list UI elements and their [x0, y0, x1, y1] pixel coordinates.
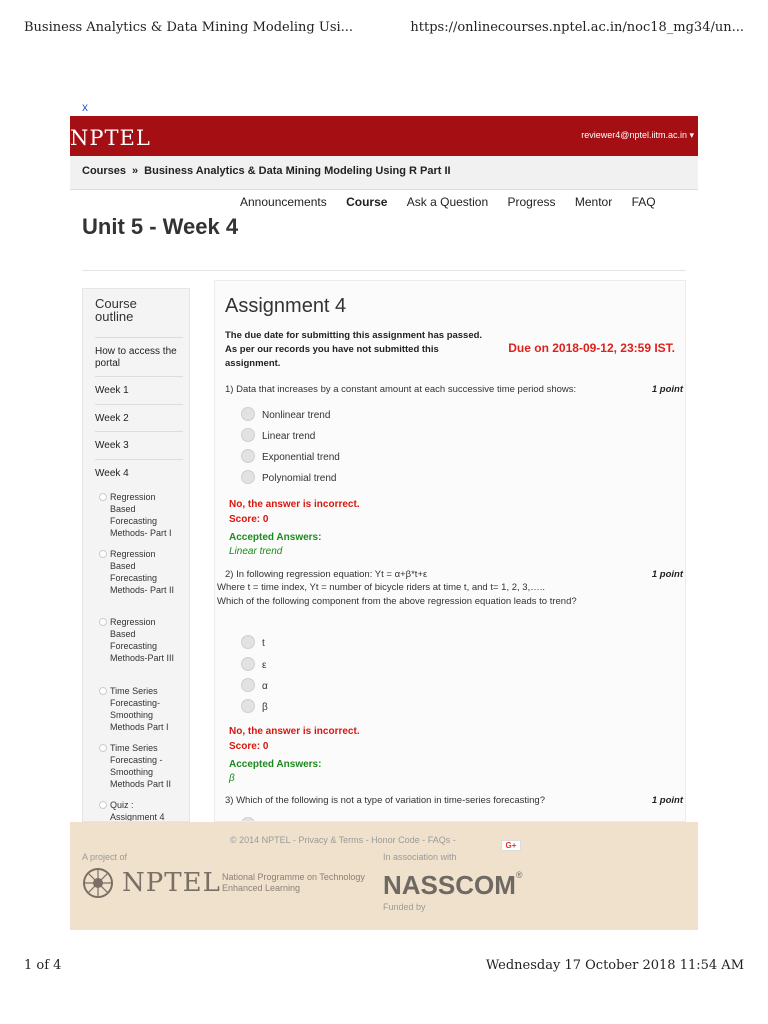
question-3-points: 1 point: [651, 795, 683, 806]
radio-button[interactable]: [241, 428, 255, 442]
radio-button[interactable]: [241, 699, 255, 713]
question-1-points: 1 point: [651, 384, 683, 395]
sidebar-subitem-label: Regression Based Forecasting Methods- Part I: [110, 492, 172, 538]
association-label: In association with: [383, 852, 457, 862]
lesson-status-icon: [99, 618, 107, 626]
sidebar-item-week-1[interactable]: Week 1: [95, 376, 183, 397]
radio-button[interactable]: [241, 449, 255, 463]
question-1-accepted-answer: Linear trend: [229, 546, 283, 557]
course-outline-title: Course outline: [95, 296, 137, 324]
nasscom-logo: [383, 870, 523, 901]
breadcrumb-separator: »: [132, 165, 139, 177]
lesson-status-icon: [99, 550, 107, 558]
question-2-score: Score: 0: [229, 741, 269, 752]
nptel-logo[interactable]: NPTEL: [70, 126, 151, 150]
breadcrumb: [70, 156, 698, 190]
question-2-accepted-answer: β: [229, 773, 235, 784]
page-title: Unit 5 - Week 4: [82, 214, 239, 239]
nav-announcements[interactable]: Announcements: [240, 195, 327, 209]
registered-mark: ®: [515, 870, 523, 880]
question-2-text-line-1: 2) In following regression equation: Yt = α+β*t+ε: [225, 569, 428, 580]
option-label: α: [262, 681, 268, 692]
option-label: Linear trend: [262, 431, 316, 442]
footer-links[interactable]: © 2014 NPTEL - Privacy & Terms - Honor Code - FAQs -: [230, 835, 456, 845]
lesson-status-icon: [99, 687, 107, 695]
due-passed-text: The due date for submitting this assignment has passed.: [225, 330, 483, 341]
sidebar-subitem-label: Quiz : Assignment 4: [110, 800, 165, 822]
option-label: β: [262, 702, 268, 713]
breadcrumb-courses-link[interactable]: Courses: [82, 165, 127, 177]
option-label: Nonlinear trend: [262, 410, 331, 421]
question-2-text-line-2: Where t = time index, Yt = number of bicycle riders at time t, and t= 1, 2, 3,…..: [217, 582, 545, 593]
question-1-accepted-label: Accepted Answers:: [229, 532, 322, 543]
sidebar-item-how-to-access[interactable]: How to access the portal: [95, 337, 183, 370]
breadcrumb-course-link[interactable]: Business Analytics & Data Mining Modeling Using R Part II: [144, 165, 451, 177]
nav-faq[interactable]: FAQ: [631, 195, 656, 209]
nav-course[interactable]: Course: [346, 195, 388, 209]
question-3-text: 3) Which of the following is not a type of variation in time-series forecasting?: [225, 795, 545, 806]
sidebar-item-week-4[interactable]: Week 4: [95, 459, 183, 480]
google-plus-icon[interactable]: G+: [501, 840, 521, 851]
nptel-footer-logo: NPTEL: [122, 868, 221, 898]
option-label: Polynomial trend: [262, 473, 337, 484]
sidebar-subitem-label: Time Series Forecasting - Smoothing Methods Part II: [110, 743, 172, 789]
assignment-title: Assignment 4: [225, 295, 347, 317]
print-page-url: https://onlinecourses.nptel.ac.in/noc18_mg34/un...: [410, 20, 744, 35]
sidebar-item-week-2[interactable]: Week 2: [95, 404, 183, 425]
question-2-feedback: No, the answer is incorrect.: [229, 726, 360, 737]
print-header: [24, 20, 744, 40]
sidebar-subitem-label: Regression Based Forecasting Methods- Part II: [110, 549, 175, 595]
nptel-description: National Programme on Technology Enhanced Learning: [222, 872, 365, 893]
nasscom-wordmark: NASSCOM: [383, 870, 516, 900]
user-menu-dropdown[interactable]: reviewer4@nptel.iitm.ac.in ▾: [581, 130, 694, 140]
print-page-title: Business Analytics & Data Mining Modeling Usi...: [24, 20, 354, 35]
nav-mentor[interactable]: Mentor: [574, 195, 613, 209]
sidebar-subitem-label: Regression Based Forecasting Methods-Part III: [110, 617, 175, 663]
course-outline-sidebar: [82, 288, 190, 822]
question-2-accepted-label: Accepted Answers:: [229, 759, 322, 770]
radio-button[interactable]: [241, 635, 255, 649]
course-nav: [232, 195, 664, 215]
option-label: Exponential trend: [262, 452, 340, 463]
question-2-points: 1 point: [651, 569, 683, 580]
nptel-emblem-icon: [82, 867, 114, 899]
assignment-panel: [214, 280, 686, 822]
lesson-status-icon: [99, 493, 107, 501]
print-page-number: 1 of 4: [24, 958, 62, 973]
print-datetime: Wednesday 17 October 2018 11:54 AM: [485, 958, 744, 973]
radio-button[interactable]: [241, 678, 255, 692]
due-date: Due on 2018-09-12, 23:59 IST.: [508, 341, 675, 355]
question-1-text: 1) Data that increases by a constant amount at each successive time period shows:: [225, 384, 577, 395]
top-navbar: [70, 116, 698, 156]
nav-ask-question[interactable]: Ask a Question: [406, 195, 489, 209]
funded-by-label: Funded by: [383, 902, 426, 912]
question-2-text-line-3: Which of the following component from the above regression equation leads to trend?: [217, 596, 577, 607]
radio-button[interactable]: [241, 407, 255, 421]
lesson-status-icon: [99, 744, 107, 752]
divider: [82, 270, 686, 271]
print-footer: [24, 958, 744, 978]
question-1-score: Score: 0: [229, 514, 269, 525]
lesson-status-icon: [99, 801, 107, 809]
site-footer: [70, 822, 698, 930]
option-label: t: [262, 638, 265, 649]
close-link[interactable]: x: [82, 100, 88, 114]
radio-button[interactable]: [241, 470, 255, 484]
option-label: ε: [262, 660, 267, 671]
sidebar-subitem-label: Time Series Forecasting- Smoothing Methods Part I: [110, 686, 169, 732]
sidebar-item-week-3[interactable]: Week 3: [95, 431, 183, 452]
not-submitted-text: As per our records you have not submitted this assignment.: [225, 344, 439, 369]
question-1-feedback: No, the answer is incorrect.: [229, 499, 360, 510]
radio-button[interactable]: [241, 657, 255, 671]
nav-progress[interactable]: Progress: [507, 195, 556, 209]
due-date-notice: [225, 329, 495, 371]
project-of-label: A project of: [82, 852, 128, 862]
